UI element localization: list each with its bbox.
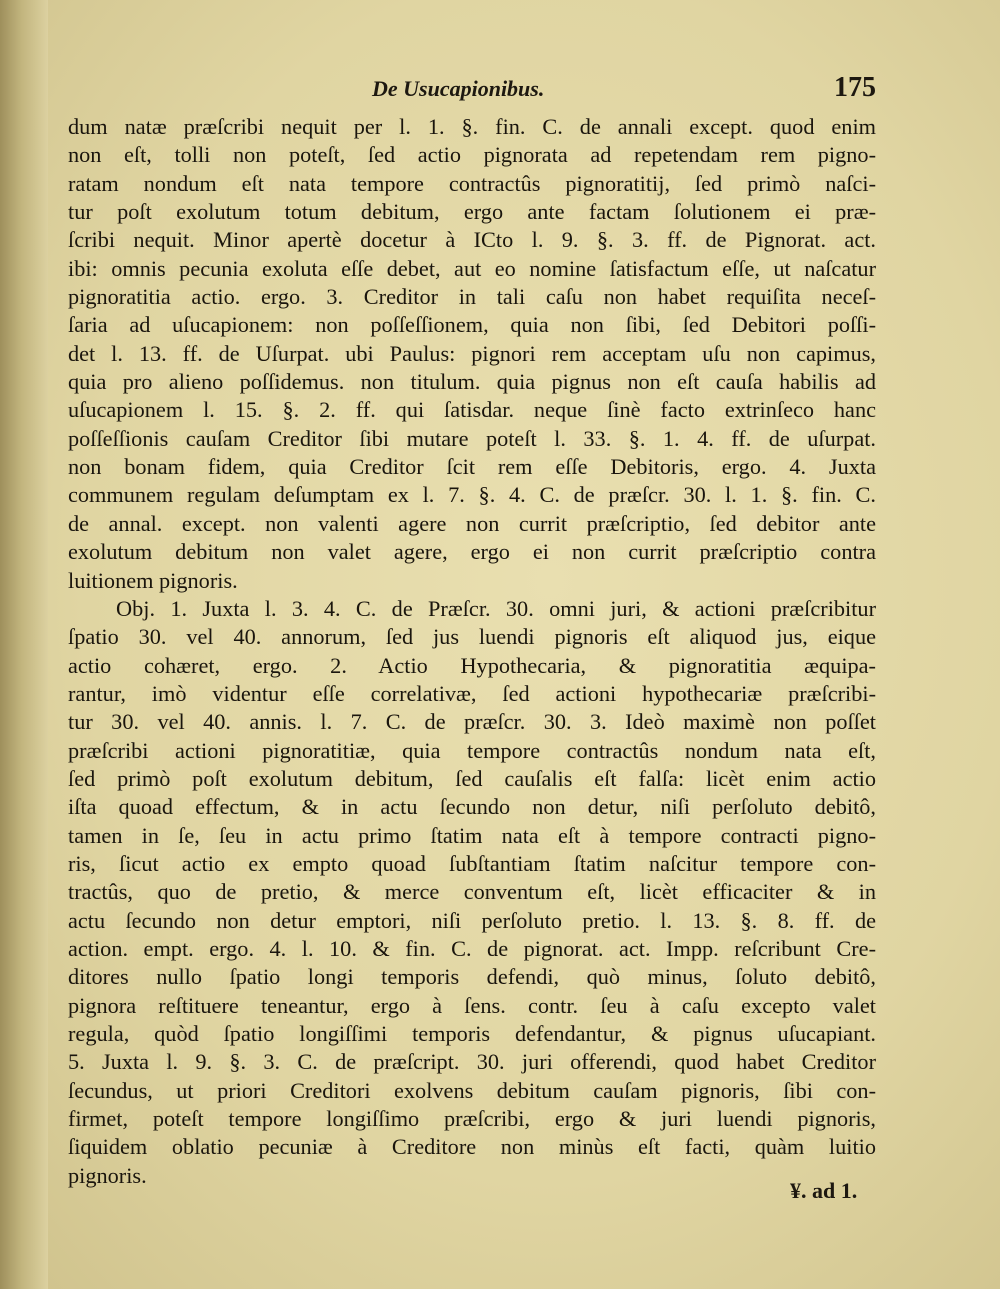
text-line: ſecundus, ut priori Creditori exolvens debitum cauſam pignoris, ſibi con- bbox=[68, 1077, 876, 1103]
text-line: det l. 13. ff. de Uſurpat. ubi Paulus: pignori rem acceptam uſu non capimus, bbox=[68, 340, 876, 366]
catchword: ¥. ad 1. bbox=[790, 1178, 858, 1203]
text-line: communem regulam deſumptam ex l. 7. §. 4. C. de præſcr. 30. l. 1. §. fin. C. bbox=[68, 482, 876, 508]
text-line: poſſeſſionis cauſam Creditor ſibi mutare poteſt l. 33. §. 1. 4. ff. de uſurpat. bbox=[68, 425, 876, 451]
text-line: tur 30. vel 40. annis. l. 7. C. de præſcr. 30. 3. Ideò maximè non poſſet bbox=[68, 709, 876, 735]
text-line: actio cohæret, ergo. 2. Actio Hypothecaria, & pignoratitia æquipa- bbox=[68, 652, 876, 678]
text-line: non eſt, tolli non poteſt, ſed actio pignorata ad repetendam rem pigno- bbox=[68, 142, 876, 168]
text-line: ibi: omnis pecunia exoluta eſſe debet, aut eo nomine ſatisfactum eſſe, ut naſcatur bbox=[68, 255, 876, 281]
text-line: ſcribi nequit. Minor apertè docetur à ICto l. 9. §. 3. ff. de Pignorat. act. bbox=[68, 227, 876, 253]
text-line: ſiquidem oblatio pecuniæ à Creditore non minùs eſt facti, quàm luitio bbox=[68, 1134, 876, 1160]
text-line: tamen in ſe, ſeu in actu primo ſtatim nata eſt à tempore contracti pigno- bbox=[68, 822, 876, 848]
text-line: ratam nondum eſt nata tempore contractûs pignoratitij, ſed primò naſci- bbox=[68, 170, 876, 196]
text-line: præſcribi actioni pignoratitiæ, quia tempore contractûs nondum nata eſt, bbox=[68, 737, 876, 763]
text-line: dum natæ præſcribi nequit per l. 1. §. fin. C. de annali except. quod enim bbox=[68, 114, 876, 139]
text-line: actu ſecundo non detur emptori, niſi perſoluto pretio. l. 13. §. 8. ff. de bbox=[68, 907, 876, 933]
text-line: action. empt. ergo. 4. l. 10. & fin. C. de pignorat. act. Impp. reſcribunt Cre- bbox=[68, 935, 876, 961]
text-line: ſpatio 30. vel 40. annorum, ſed jus luendi pignoris eſt aliquod jus, eique bbox=[68, 624, 876, 650]
text-line: pignoris. bbox=[68, 1162, 147, 1188]
objection-start-line: Obj. 1. Juxta l. 3. 4. C. de Præſcr. 30. omni juri, & actioni præſcribitur bbox=[116, 595, 876, 621]
text-line: regula, quòd ſpatio longiſſimi temporis defendantur, & pignus uſucapiant. bbox=[68, 1021, 876, 1046]
text-line: tur poſt exolutum totum debitum, ergo ante factam ſolutionem ei præ- bbox=[68, 199, 876, 225]
text-line: tractûs, quo de pretio, & merce conventum eſt, licèt efficaciter & in bbox=[68, 879, 876, 905]
text-line: pignora reſtituere teneantur, ergo à ſens. contr. ſeu à caſu excepto valet bbox=[68, 992, 876, 1018]
text-line: ris, ſicut actio ex empto quoad ſubſtantiam ſtatim naſcitur tempore con- bbox=[68, 850, 876, 876]
text-line: luitionem pignoris. bbox=[68, 567, 238, 593]
page-gutter-shadow bbox=[0, 0, 48, 1289]
text-line: ditores nullo ſpatio longi temporis defendi, quò minus, ſoluto debitô, bbox=[68, 964, 876, 990]
text-line: ſed primò poſt exolutum debitum, ſed cauſalis eſt falſa: licèt enim actio bbox=[68, 765, 876, 791]
body-text bbox=[68, 113, 876, 1190]
text-line: uſucapionem l. 15. §. 2. ff. qui ſatisdar. neque ſinè facto extrinſeco hanc bbox=[68, 397, 876, 423]
text-line: rantur, imò videntur eſſe correlativæ, ſed actioni hypothecariæ præſcribi- bbox=[68, 680, 876, 706]
text-line: non bonam fidem, quia Creditor ſcit rem eſſe Debitoris, ergo. 4. Juxta bbox=[68, 454, 876, 480]
page-number: 175 bbox=[834, 72, 876, 103]
text-line: 5. Juxta l. 9. §. 3. C. de præſcript. 30. juri offerendi, quod habet Creditor bbox=[68, 1049, 876, 1075]
text-line: exolutum debitum non valet agere, ergo ei non currit præſcriptio contra bbox=[68, 539, 876, 565]
text-line: ſaria ad uſucapionem: non poſſeſſionem, quia non ſibi, ſed Debitori poſſi- bbox=[68, 312, 876, 338]
running-title: De Usucapionibus. bbox=[372, 76, 545, 101]
text-line: firmet, poteſt tempore longiſſimo præſcribi, ergo & juri luendi pignoris, bbox=[68, 1106, 876, 1132]
text-line: quia pro alieno poſſidemus. non titulum. quia pignus non eſt cauſa habilis ad bbox=[68, 369, 876, 395]
text-line: iſta quoad effectum, & in actu ſecundo non detur, niſi perſoluto debitô, bbox=[68, 794, 876, 820]
text-line: de annal. except. non valenti agere non currit præſcriptio, ſed debitor ante bbox=[68, 510, 876, 536]
text-line: pignoratitia actio. ergo. 3. Creditor in tali caſu non habet requiſita neceſ- bbox=[68, 284, 876, 310]
